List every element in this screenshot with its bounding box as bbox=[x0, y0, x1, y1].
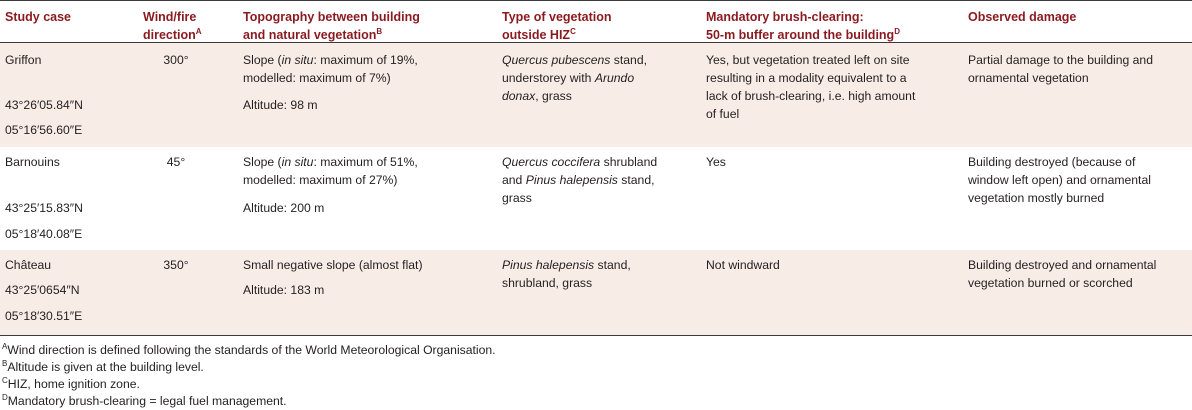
cell-topography: Slope (in situ: maximum of 51%, modelled: maximum of 27%) bbox=[243, 155, 418, 187]
cell-damage: Building destroyed (because of window left open) and ornamental vegetation mostly burned bbox=[968, 155, 1151, 205]
footnote-b: $^B$Altitude is given at the building level. bbox=[2, 358, 204, 374]
cell-damage: Partial damage to the building and ornamental vegetation bbox=[968, 53, 1153, 85]
header-wind-line2: direction bbox=[143, 28, 196, 42]
cell-case-name: Château bbox=[5, 258, 52, 272]
header-veg-line2: outside HIZ bbox=[502, 28, 571, 42]
cell-topography: Small negative slope (almost flat) bbox=[243, 258, 423, 272]
cell-longitude: 05°16′56.60″E bbox=[5, 123, 83, 137]
cell-brush-clearing: Yes bbox=[706, 155, 726, 169]
cell-vegetation: Quercus pubescens stand, understorey with Arundo donax, grass bbox=[502, 53, 647, 103]
cell-altitude: Altitude: 200 m bbox=[243, 201, 325, 215]
cell-latitude: 43°26′05.84″N bbox=[5, 98, 83, 112]
header-veg-line1: Type of vegetation bbox=[502, 10, 612, 24]
header-wind-direction bbox=[143, 8, 202, 44]
cell-case-name: Griffon bbox=[5, 53, 42, 67]
cell-longitude: 05°18′40.08″E bbox=[5, 227, 83, 241]
cell-direction: 45° bbox=[166, 155, 186, 169]
header-damage-label: Observed damage bbox=[968, 10, 1077, 24]
cell-altitude: Altitude: 183 m bbox=[243, 283, 325, 297]
footnote-c: $^C$HIZ, home ignition zone. bbox=[2, 375, 140, 391]
cell-brush-clearing: Not windward bbox=[706, 258, 780, 272]
header-topography bbox=[243, 8, 420, 44]
cell-longitude: 05°18′30.51″E bbox=[5, 309, 83, 323]
cell-altitude: Altitude: 98 m bbox=[243, 98, 318, 112]
footnote-d: $^D$Mandatory brush-clearing = legal fuel management. bbox=[2, 392, 287, 408]
header-brush-line1: Mandatory brush-clearing: bbox=[706, 10, 864, 24]
bottom-rule bbox=[0, 335, 1192, 336]
header-observed-damage bbox=[968, 8, 1076, 26]
cell-damage: Building destroyed and ornamental vegetation burned or scorched bbox=[968, 258, 1157, 290]
cell-latitude: 43°25′15.83″N bbox=[5, 201, 83, 215]
header-topo-line2: and natural vegetation bbox=[243, 28, 377, 42]
cell-topography: Slope (in situ: maximum of 19%, modelled: maximum of 7%) bbox=[243, 53, 418, 85]
footnote-mark-a: A bbox=[195, 26, 202, 36]
cell-latitude: 43°25′0654″N bbox=[5, 283, 80, 297]
cell-brush-clearing: Yes, but vegetation treated left on site resulting in a modality equivalent to a lack of brush-clearing, i.e. high amount of fuel bbox=[706, 53, 916, 121]
cell-direction: 300° bbox=[163, 53, 189, 67]
header-brush-clearing bbox=[706, 8, 900, 44]
footnote-a: $^A$Wind direction is defined following the standards of the World Meteorological Organisation. bbox=[2, 341, 496, 357]
cell-vegetation: Pinus halepensis stand, shrubland, grass bbox=[502, 258, 631, 290]
cell-direction: 350° bbox=[163, 258, 189, 272]
footnote-mark-b: B bbox=[376, 26, 383, 36]
header-topo-line1: Topography between building bbox=[243, 10, 420, 24]
header-study-case bbox=[5, 8, 71, 26]
footnote-mark-d: D bbox=[894, 26, 900, 36]
top-rule bbox=[0, 0, 1192, 1]
cell-vegetation: Quercus coccifera shrubland and Pinus halepensis stand, grass bbox=[502, 155, 658, 205]
cell-case-name: Barnouins bbox=[5, 155, 60, 169]
header-wind-line1: Wind/fire bbox=[143, 10, 197, 24]
header-brush-line2: 50-m buffer around the building bbox=[706, 28, 895, 42]
header-vegetation bbox=[502, 8, 612, 44]
footnote-mark-c: C bbox=[570, 26, 576, 36]
header-study-case-label: Study case bbox=[5, 10, 72, 24]
